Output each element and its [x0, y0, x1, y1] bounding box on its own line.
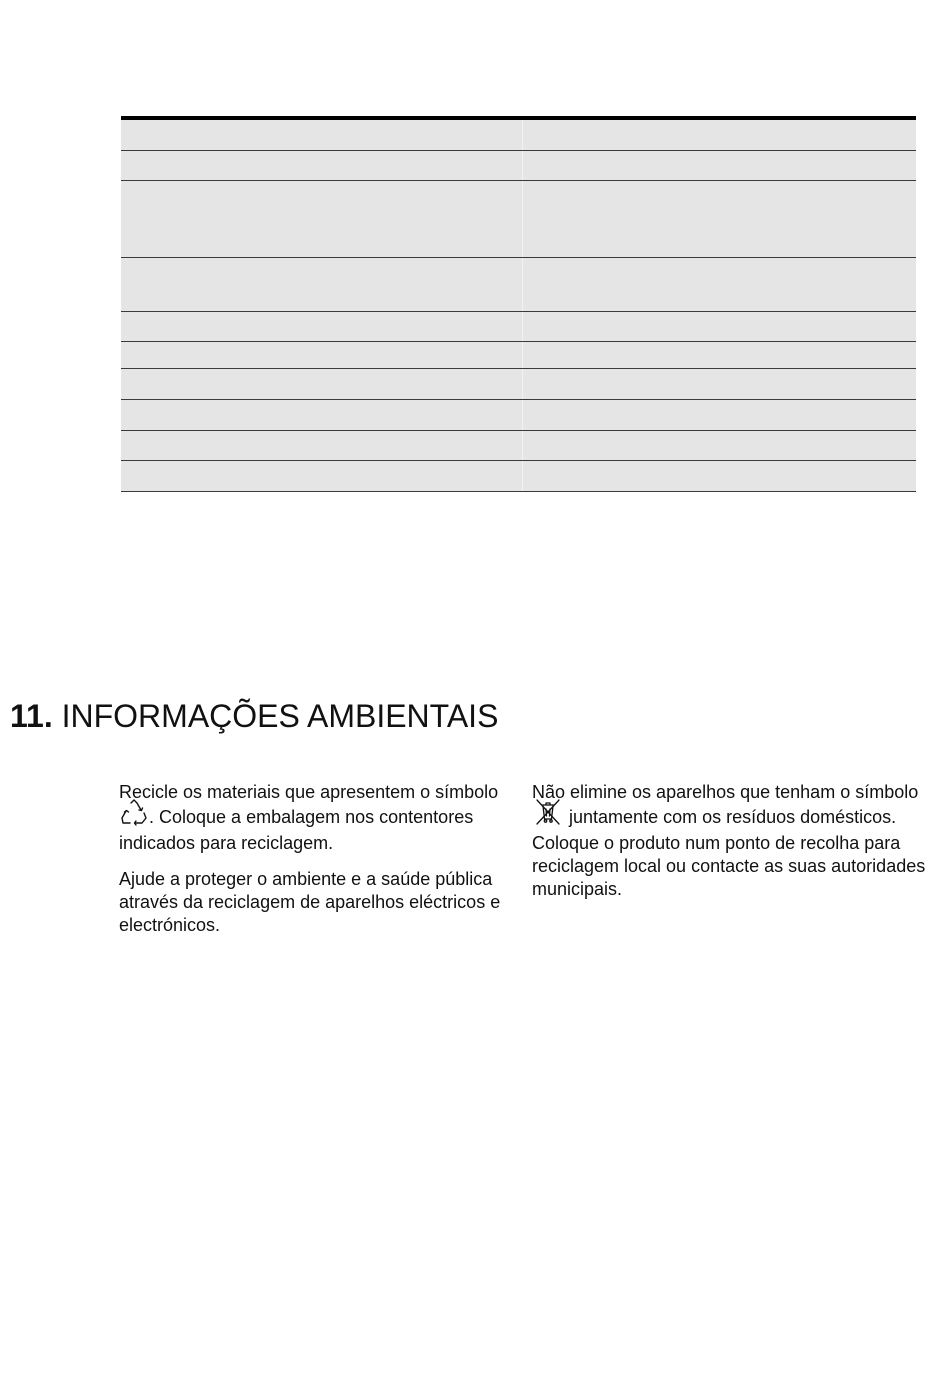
- table-cell: [523, 369, 916, 399]
- table-row: [121, 181, 916, 258]
- recycle-text-after: . Coloque a embalagem nos contentores indicados para reciclagem.: [119, 806, 474, 853]
- table-cell: [121, 461, 523, 491]
- left-text-column: [119, 781, 509, 950]
- table-row: [121, 369, 916, 400]
- section-title: INFORMAÇÕES AMBIENTAIS: [61, 698, 499, 734]
- table-cell: [523, 258, 916, 311]
- table-row: [121, 431, 916, 461]
- disposal-text-before: Não elimine os aparelhos que tenham o símbolo: [532, 782, 919, 802]
- disposal-paragraph: [532, 781, 927, 901]
- table-row: [121, 258, 916, 312]
- table-row: [121, 342, 916, 369]
- table-row: [121, 400, 916, 431]
- table-cell: [523, 181, 916, 257]
- section-number: 11.: [10, 698, 53, 734]
- recycle-icon: [120, 798, 148, 832]
- crossed-out-bin-icon: [533, 798, 563, 832]
- table-cell: [523, 431, 916, 460]
- table-cell: [121, 400, 523, 430]
- recycle-text-before: Recicle os materiais que apresentem o símbolo: [119, 782, 499, 802]
- recycle-paragraph: [119, 781, 509, 855]
- table-cell: [523, 400, 916, 430]
- table-cell: [523, 342, 916, 368]
- table-cell: [523, 312, 916, 341]
- table-cell: [523, 120, 916, 150]
- table-row: [121, 151, 916, 181]
- disposal-text-after: juntamente com os resíduos domésticos. Coloque o produto num ponto de recolha para reciclagem local ou contacte as suas autoridades municipais.: [532, 806, 926, 899]
- specifications-table: [121, 116, 916, 492]
- table-cell: [523, 461, 916, 491]
- section-heading: [10, 694, 498, 738]
- table-row: [121, 120, 916, 151]
- table-row: [121, 312, 916, 342]
- table-cell: [121, 369, 523, 399]
- protect-environment-paragraph: Ajude a proteger o ambiente e a saúde pública através da reciclagem de aparelhos eléctricos e electrónicos.: [119, 869, 501, 935]
- table-cell: [523, 151, 916, 180]
- right-text-column: [532, 781, 927, 914]
- table-cell: [121, 151, 523, 180]
- table-cell: [121, 431, 523, 460]
- table-cell: [121, 120, 523, 150]
- table-row: [121, 461, 916, 492]
- table-cell: [121, 258, 523, 311]
- table-cell: [121, 342, 523, 368]
- table-cell: [121, 181, 523, 257]
- table-cell: [121, 312, 523, 341]
